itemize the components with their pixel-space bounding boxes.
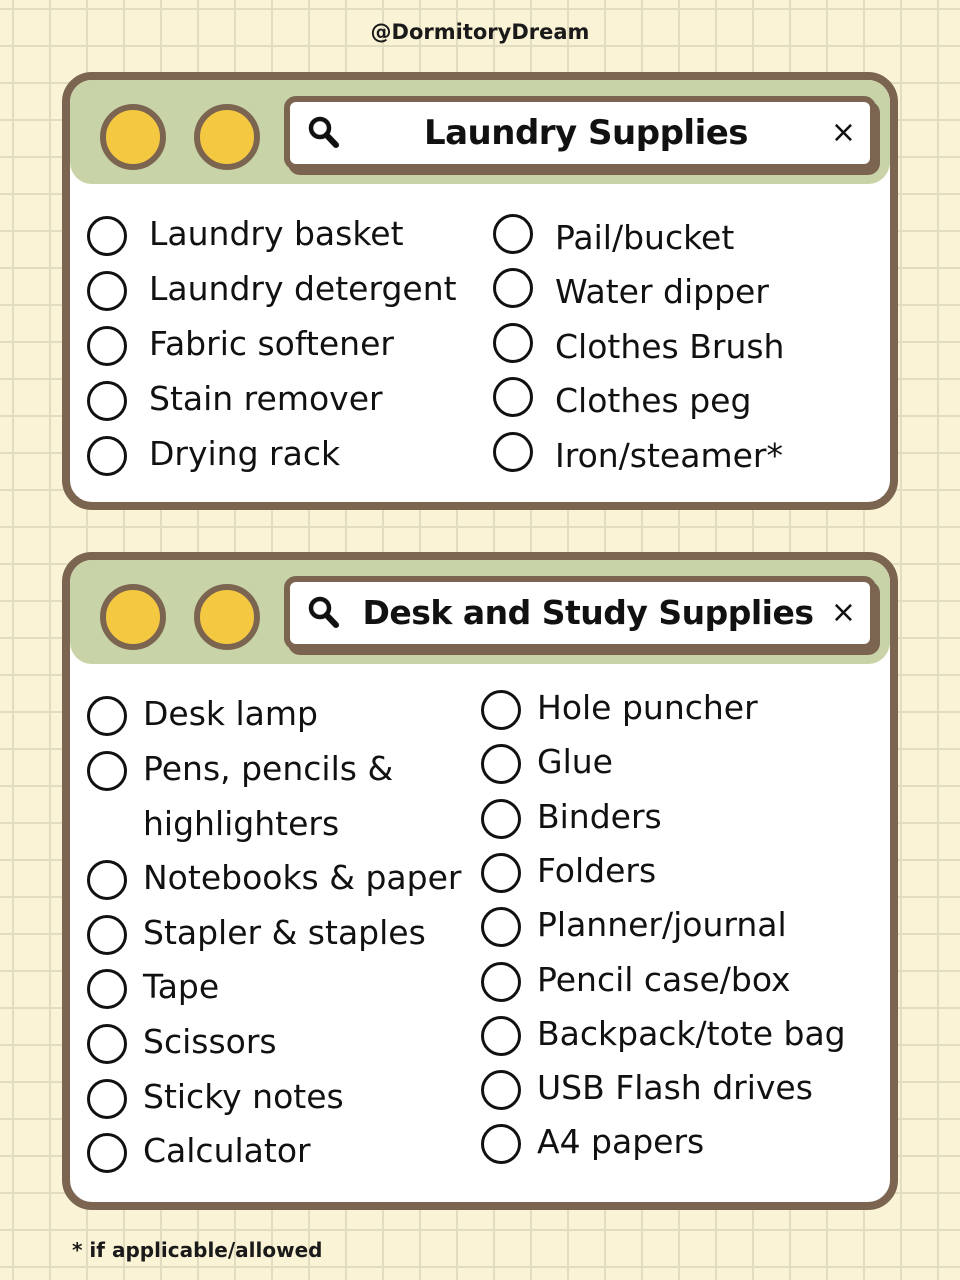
checkbox-circle[interactable]: [87, 381, 127, 421]
checkbox-circle[interactable]: [481, 853, 521, 893]
checkbox-circle[interactable]: [87, 751, 127, 791]
search-bar[interactable]: [284, 576, 876, 650]
author-handle: @DormitoryDream: [370, 20, 590, 44]
checkbox-circle[interactable]: [87, 860, 127, 900]
checkbox-circle[interactable]: [493, 323, 533, 363]
close-icon[interactable]: ×: [830, 595, 856, 630]
search-title: Desk and Study Supplies: [362, 593, 814, 632]
search-icon: [308, 596, 340, 630]
laundry-window: Laundry Supplies × Laundry basket Laundry detergent Fabric softener Stain remover Drying rack Pail/bucket Water dipper Clothes Brush Clothes peg Iron/steamer*: [62, 72, 898, 510]
checkbox-circle[interactable]: [481, 1070, 521, 1110]
window-control-dot[interactable]: [194, 584, 260, 650]
window-control-dot[interactable]: [100, 104, 166, 170]
checkbox-circle[interactable]: [481, 799, 521, 839]
checkbox-circle[interactable]: [87, 216, 127, 256]
checkbox-circle[interactable]: [481, 690, 521, 730]
checkbox-circle[interactable]: [481, 907, 521, 947]
checkbox-circle[interactable]: [493, 377, 533, 417]
checkbox-circle[interactable]: [87, 915, 127, 955]
search-bar[interactable]: [284, 96, 876, 170]
footnote: * if applicable/allowed: [72, 1238, 323, 1262]
checkbox-circle[interactable]: [481, 744, 521, 784]
checkbox-circle[interactable]: [87, 1024, 127, 1064]
checkbox-circle[interactable]: [87, 696, 127, 736]
checkbox-circle[interactable]: [87, 969, 127, 1009]
checkbox-circle[interactable]: [493, 268, 533, 308]
checkbox-circle[interactable]: [87, 1079, 127, 1119]
close-icon[interactable]: ×: [830, 115, 856, 150]
checkbox-circle[interactable]: [87, 436, 127, 476]
checkbox-circle[interactable]: [481, 1124, 521, 1164]
checkbox-circle[interactable]: [493, 432, 533, 472]
search-title: Laundry Supplies: [423, 113, 749, 153]
checkbox-circle[interactable]: [87, 271, 127, 311]
checkbox-circle[interactable]: [87, 326, 127, 366]
window-titlebar: [70, 80, 890, 184]
window-titlebar: [70, 560, 890, 664]
window-control-dot[interactable]: [194, 104, 260, 170]
window-control-dot[interactable]: [100, 584, 166, 650]
checkbox-circle[interactable]: [481, 1016, 521, 1056]
checkbox-circle[interactable]: [493, 214, 533, 254]
checkbox-circle[interactable]: [87, 1133, 127, 1173]
checkbox-circle[interactable]: [481, 962, 521, 1002]
search-icon: [308, 116, 340, 150]
desk-window: Desk and Study Supplies × Desk lamp Pens, pencils & highlighters Notebooks & paper Stapler & staples Tape Scissors Sticky notes Calculator Hole puncher Glue Binders Folders Planner/journal Pencil case/box Backpack/tote bag USB Flash drives A4 papers: [62, 552, 898, 1210]
